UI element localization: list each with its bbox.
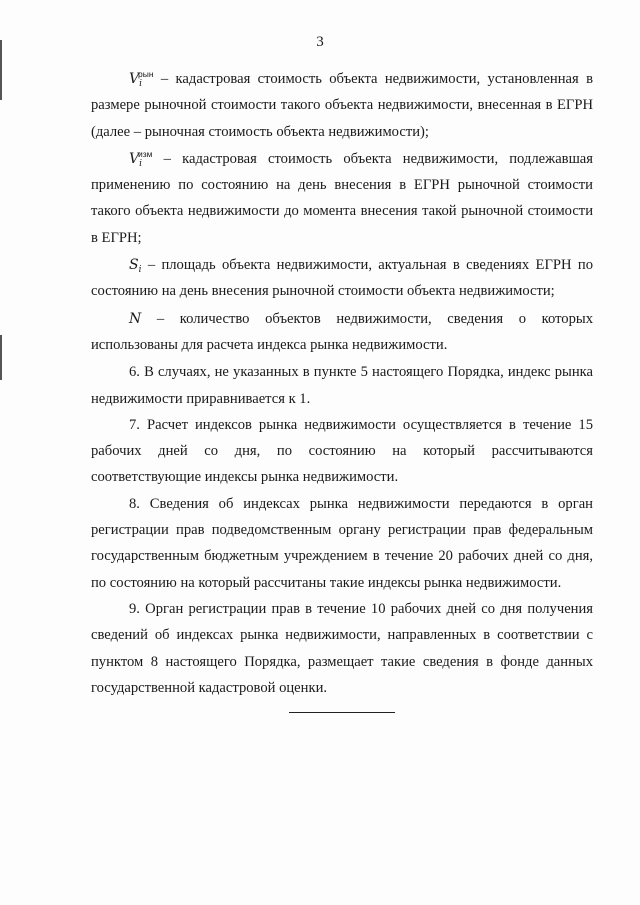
definition-area	[91, 252, 593, 305]
variable-symbol: $V_i^{изм}$	[129, 148, 153, 169]
definition-changed-value	[91, 146, 593, 251]
definition-market-value	[91, 66, 593, 145]
definition-text: – площадь объекта недвижимости, актуальная в сведениях ЕГРН по состоянию на день внесения рыночной стоимости объекта недвижимости;	[91, 257, 593, 300]
end-separator-line	[289, 712, 395, 713]
variable-symbol: N	[129, 310, 142, 327]
variable-symbol: $V_i^{рын}$	[129, 69, 154, 89]
variable-symbol: $S_i$	[129, 257, 142, 276]
paragraph-8: 8. Сведения об индексах рынка недвижимости передаются в орган регистрации прав подведомственным органу регистрации прав федеральным государственным бюджетным учреждением в течение 20 рабочих дней со дня, по состоянию на который рассчитаны такие индексы рынка недвижимости.	[91, 495, 593, 591]
page-number: 3	[316, 34, 324, 50]
paragraph-7: 7. Расчет индексов рынка недвижимости осуществляется в течение 15 рабочих дней со дня, по состоянию на который рассчитываются соответствующие индексы рынка недвижимости.	[91, 416, 593, 486]
definition-text: – кадастровая стоимость объекта недвижимости, установленная в размере рыночной стоимости такого объекта недвижимости, внесенная в ЕГРН (далее – рыночная стоимость объекта недвижимости);	[91, 71, 593, 140]
scan-edge-mark	[0, 335, 2, 380]
definition-count	[91, 306, 593, 359]
paragraph-9: 9. Орган регистрации прав в течение 10 рабочих дней со дня получения сведений об индексах рынка недвижимости, направленных в соответствии с пунктом 8 настоящего Порядка, размещает такие сведения в фонде данных государственной кадастровой оценки.	[91, 600, 593, 696]
definition-text: – количество объектов недвижимости, сведения о которых использованы для расчета индекса рынка недвижимости.	[91, 310, 593, 353]
document-body	[91, 66, 593, 701]
definition-text: – кадастровая стоимость объекта недвижимости, подлежавшая применению по состоянию на день внесения в ЕГРН рыночной стоимости такого объекта недвижимости до момента внесения такой рыночной стоимости в ЕГРН;	[91, 150, 593, 246]
paragraph-6: 6. В случаях, не указанных в пункте 5 настоящего Порядка, индекс рынка недвижимости приравнивается к 1.	[91, 364, 593, 407]
